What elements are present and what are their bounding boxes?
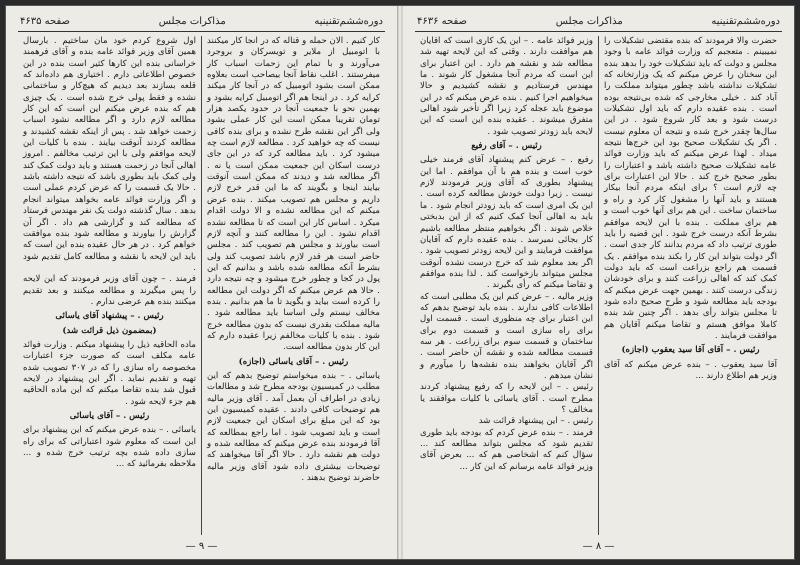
paragraph: حضرت والا فرمودند که بنده مقتضی تشکیلات را نمیبینم . متعجبم که وزارت فوائد عامه با وجود مجلس و دولت که باید تشکیلات خود را بدهد بنده این سخنان را عرض میکنم که یک وزارتخانه که تشکیلات نداشته باشد چطور میتواند مملکت را آباد کند . خیلی مخارجی که شده بی‌نتیجه بوده است . بنده عقیده دارم که باید اول تشکیلات درست شود و بعد کار شروع شود . در این سال‌ها چقدر خرج شده و نتیجه آن معلوم نیست . اگر یک تشکیلات صحیح بود این خرج‌ها نتیجه میداد . لهذا عرض میکنم که باید وزارت فوائد عامه تشکیلات صحیح داشته باشد و اعتبارات را بطور صحیح خرج کند . حالا این اعتبارات برای چه لازم است ؟ برای اینکه مردم آنجا بیکار هستند و باید آنها را مشغول کار کرد و راه و ساختمان ساخت . این هم برای آنها خوب است و هم برای مملکت . بنده با این لایحه موافقم بشرط آنکه درست خرج شود . این قضیه را باید طوری ترتیب داد که مردم بدانند کار جدی است . اگر دولت بتواند این کار را بکند بنده موافقم . یک قسمت هم راجع بزراعت است که باید دولت کمک کند که اهالی زراعت کنند و برای خودشان زندگی درست کنند . بهمین جهت عرض میکنم که بودجه باید مطالعه شود و طرح صحیح داده شود تا مجلس بتواند رأی بدهد . اگر چنین شد بنده کاملا موافق هستم و تقاضا میکنم آقایان هم موافقت فرمایند . xyxy=(603,36,777,341)
paragraph: رفیع . – عرض کنم پیشنهاد آقای فرمند خیلی خوب است و بنده هم با آن موافقم . اما این پیشنهاد بطوری که آقای وزیر فرمودند لازم نیست . زیرا دولت خودش مطالعه کرده است . این یک امری است که باید زودتر انجام شود . ما باید به اهالی آنجا کمک کنیم که از این بدبختی خلاص شوند . اگر بخواهیم منتظر مطالعه باشیم کار بجائی نمیرسد . بنده عقیده دارم که آقایان موافقت فرمایند و این لایحه زودتر تصویب شود . اگر بعد معلوم شد که خرج درست نشده آنوقت مجلس میتواند بازخواست کند . لذا بنده موافقم و تقاضا میکنم که رأی بگیرند . xyxy=(420,155,593,291)
paragraph: وزیر فوائد عامه . – این یک کاری است که آقایان هم موافقت دارند . وقتی که این لایحه تهیه شد مطالعه شد و نقشه هم دارد . این اعتبار برای این است که مردم آنجا مشغول کار شوند . ما مهندس فرستادیم و نقشه کشیدیم و حالا میخواهیم اجرا کنیم . بنده عرض میکنم که در این موضوع باید عجله کرد زیرا اگر تأخیر شود اهالی متفرق میشوند . عقیده بنده این است که این لایحه باید زودتر تصویب شود . xyxy=(420,36,593,137)
header-session: دوره‌ششم‌تقنینیه xyxy=(711,15,780,27)
header-title: مذاکرات مجلس xyxy=(555,15,623,27)
speaker-heading: (بمضمون ذیل قرائت شد) xyxy=(62,325,157,336)
speaker-heading: رئیس . – آقای یاسائی (اجازه) xyxy=(238,356,349,367)
text-column xyxy=(415,36,598,535)
paragraph: رئیس . – این پیشنهاد قرائت شد xyxy=(478,416,593,427)
text-column xyxy=(599,36,782,535)
header-page-number: صفحه ۴۶۳۶ xyxy=(417,15,468,27)
right-page xyxy=(402,6,794,559)
text-columns xyxy=(18,36,385,535)
header-title: مذاکرات مجلس xyxy=(158,15,226,27)
header-page-number: صفحه ۴۶۳۵ xyxy=(20,15,71,27)
text-column xyxy=(18,36,201,535)
book-spread xyxy=(6,6,794,559)
paragraph: اول شروع کردم خود مان ساختیم . بارسال همین آقای وزیر فوائد عامه بنده و آقای فرهمند خراسانی بنده این کارها کثیر است بنده در این خصوص اطلاعاتی دارم . اختیاری هم داده‌اند که قلعه بسازند بعد دیدیم که هیچ‌کار و ساختمانی نشده و فقط پولی خرج شده است . یک چیزی هم که بنده عرض میکنم این است که این کار مطالعه لازم دارد و اگر مطالعه نشود اسباب زحمت خواهد شد . پس از اینکه نقشه کشیدند و مطالعه کردند آنوقت بیایند . بنده با کلیات این لایحه موافقم ولی با این ترتیب مخالفم . امروز اهالی آنجا در زحمت هستند و باید دولت کمک کند ولی کمک باید بطوری باشد که نتیجه داشته باشد . حالا یک قسمت را که عرض کردم عملی است و اگر وزارت فوائد عامه بخواهد میتواند انجام بدهد . سال گذشته دولت یک نفر مهندس فرستاد که مطالعه کند و گزارشی هم داد . اگر آن گزارش را بیاورند و مطالعه شود بنده موافقت خواهم کرد . در هر حال عقیده بنده این است که باید این لایحه با نقشه و مطالعه کامل تقدیم شود . xyxy=(23,36,196,273)
speaker-heading: رئیس . – آقای آقا سید یعقوب (اجازه) xyxy=(621,345,760,356)
page-header xyxy=(415,14,782,32)
page-header xyxy=(18,14,385,32)
speaker-heading: رئیس . – پیشنهاد آقای یاسائی xyxy=(55,311,164,322)
speaker-heading: رئیس . – آقای رفیع xyxy=(471,141,542,152)
text-columns xyxy=(415,36,782,535)
paragraph: یاسائی . – بنده میخواستم توضیح بدهم که این مطلب در کمیسیون بودجه مطرح شد و مطالعات زیادی در اطراف آن بعمل آمد . آقای وزیر مالیه هم توضیحات کافی دادند . عقیده کمیسیون این بود که این مبلغ برای اسکان این جمعیت لازم است و باید تصویب شود . اما راجع بمطالعه که آقا فرمودند بنده عرض میکنم که مطالعه شده و دولت هم نقشه دارد . حالا اگر آقا میخواهند که توضیحات بیشتری داده شود آقای وزیر مالیه حاضرند توضیح بدهند . xyxy=(207,370,380,484)
paragraph: یاسائی . – بنده عرض میکنم که این پیشنهاد برای این است که معلوم شود اعتباراتی که برای راه سازی داده شده بچه ترتیب خرج شده و ... ملاحظه بفرمائید که ... xyxy=(23,425,196,470)
text-column xyxy=(202,36,385,535)
paragraph: رئیس . – این لایحه را که رفیع پیشنهاد کردند مطرح است . آقای یاسائی با کلیات موافقند یا مخالف ؟ xyxy=(420,382,593,415)
left-page xyxy=(6,6,398,559)
speaker-heading: رئیس . – آقای یاسائی xyxy=(69,411,150,421)
paragraph: وزیر مالیه . – عرض کنم این یک مطلبی است که اطلاعات کافی ندارند . بنده باید توضیح بدهم که این اعتبار برای چه منظوری است . قسمت اول برای راه سازی است و قسمت دوم برای ساختمان و قسمت سوم برای زراعت . هر سه قسمت مطالعه شده و نقشه آن حاضر است . اگر آقایان بخواهند بنده نقشه‌ها را میآورم و نشان میدهم . xyxy=(420,291,593,381)
paragraph: فرمند . – بنده عرض کردم که بودجه باید طوری تقدیم شود که مجلس بتواند مطالعه کند ... سؤال کنم که اشخاصی هم که ... بعرض آقای وزیر فوائد عامه برسانم که این کار ... xyxy=(420,427,593,472)
paragraph: آقا سید یعقوب . – بنده عرض میکنم که آقای وزیر هم اطلاع دارند ... xyxy=(604,359,777,381)
page-footer: — ٨ — xyxy=(582,541,615,552)
paragraph: فرمند . – چون آقای وزیر فرمودند که این لایحه را پس میگیرند و مطالعه میکنند و بعد تقدیم میکنند بنده هم عرضی ندارم . xyxy=(23,274,196,307)
header-session: دوره‌ششم‌تقنینیه xyxy=(314,15,383,27)
paragraph: کار کنیم . الان حمله و قتاله که در آنجا کار میکنند با اتومبیل از ملایر و تویسرکان و بروجرد می‌آورند و با تمام این زحمات اسباب کار میفرستند . اغلب نقاط آنجا بیصاحب است بعلاوه ممکن است بشود اتومبیل که در آنجا کار میکند کرایه کرد . در اینجا هم اگر اتومبیل کرایه بشود و بهمین نحو با جمعیت آنجا در حدود یکصد هزار تومان تقریبا ممکن است این کار عملی بشود ولی اگر این نقشه طرح نشده و برای بنده کافی نیست که چه خواهید کرد . مطالعه لازم است چه میشود کرد . باید مطالعه کرد که در این جای درست اسکان این جمعیت ممکن است یا نه . اگر مطالعه شد و دیدند که ممکن است آنوقت بیایند اینجا و بگویند که ما این قدر خرج لازم داریم و مجلس هم تصویب میکند . بنده عرض میکنم که این مطالعه نشده و الا دولت اقدام میکرد . اساس کار این است که تا مطالعه نشده اقدام نشود . این را مطالعه کنند و آنچه لازم است بیاورند و مجلس هم تصویب کند . مجلس حاضر است هر قدر لازم باشد تصویب کند ولی بشرط آنکه مطالعه شده باشد و بدانیم که این پول در کجا و چطور خرج میشود و چه نتیجه دارد . حالا هم عرض میکنم که اگر دولت این مطالعه را کرده است بیاید و بگوید تا ما هم بدانیم . بنده مخالف نیستم ولی اساسا باید مطالعه شود . مالیه مملکت بقدری نیست که بدون مطالعه خرج شود . بنده با کلیات مخالفم زیرا عقیده دارم که این کار بدون مطالعه است. xyxy=(207,36,380,353)
paragraph: ماده الحاقیه ذیل را پیشنهاد میکنم . وزارت فوائد عامه مکلف است که صورت جزء اعتبارات مخصوصه راه سازی را که در ۳۰۷ تصویب شده تهیه و تقدیم نماید . اگر این پیشنهاد در لایحه قبول شد بنده تقاضا میکنم که این ماده الحاقیه هم جزء لایحه شود . xyxy=(23,339,196,407)
page-footer: — ٩ — xyxy=(185,541,218,552)
